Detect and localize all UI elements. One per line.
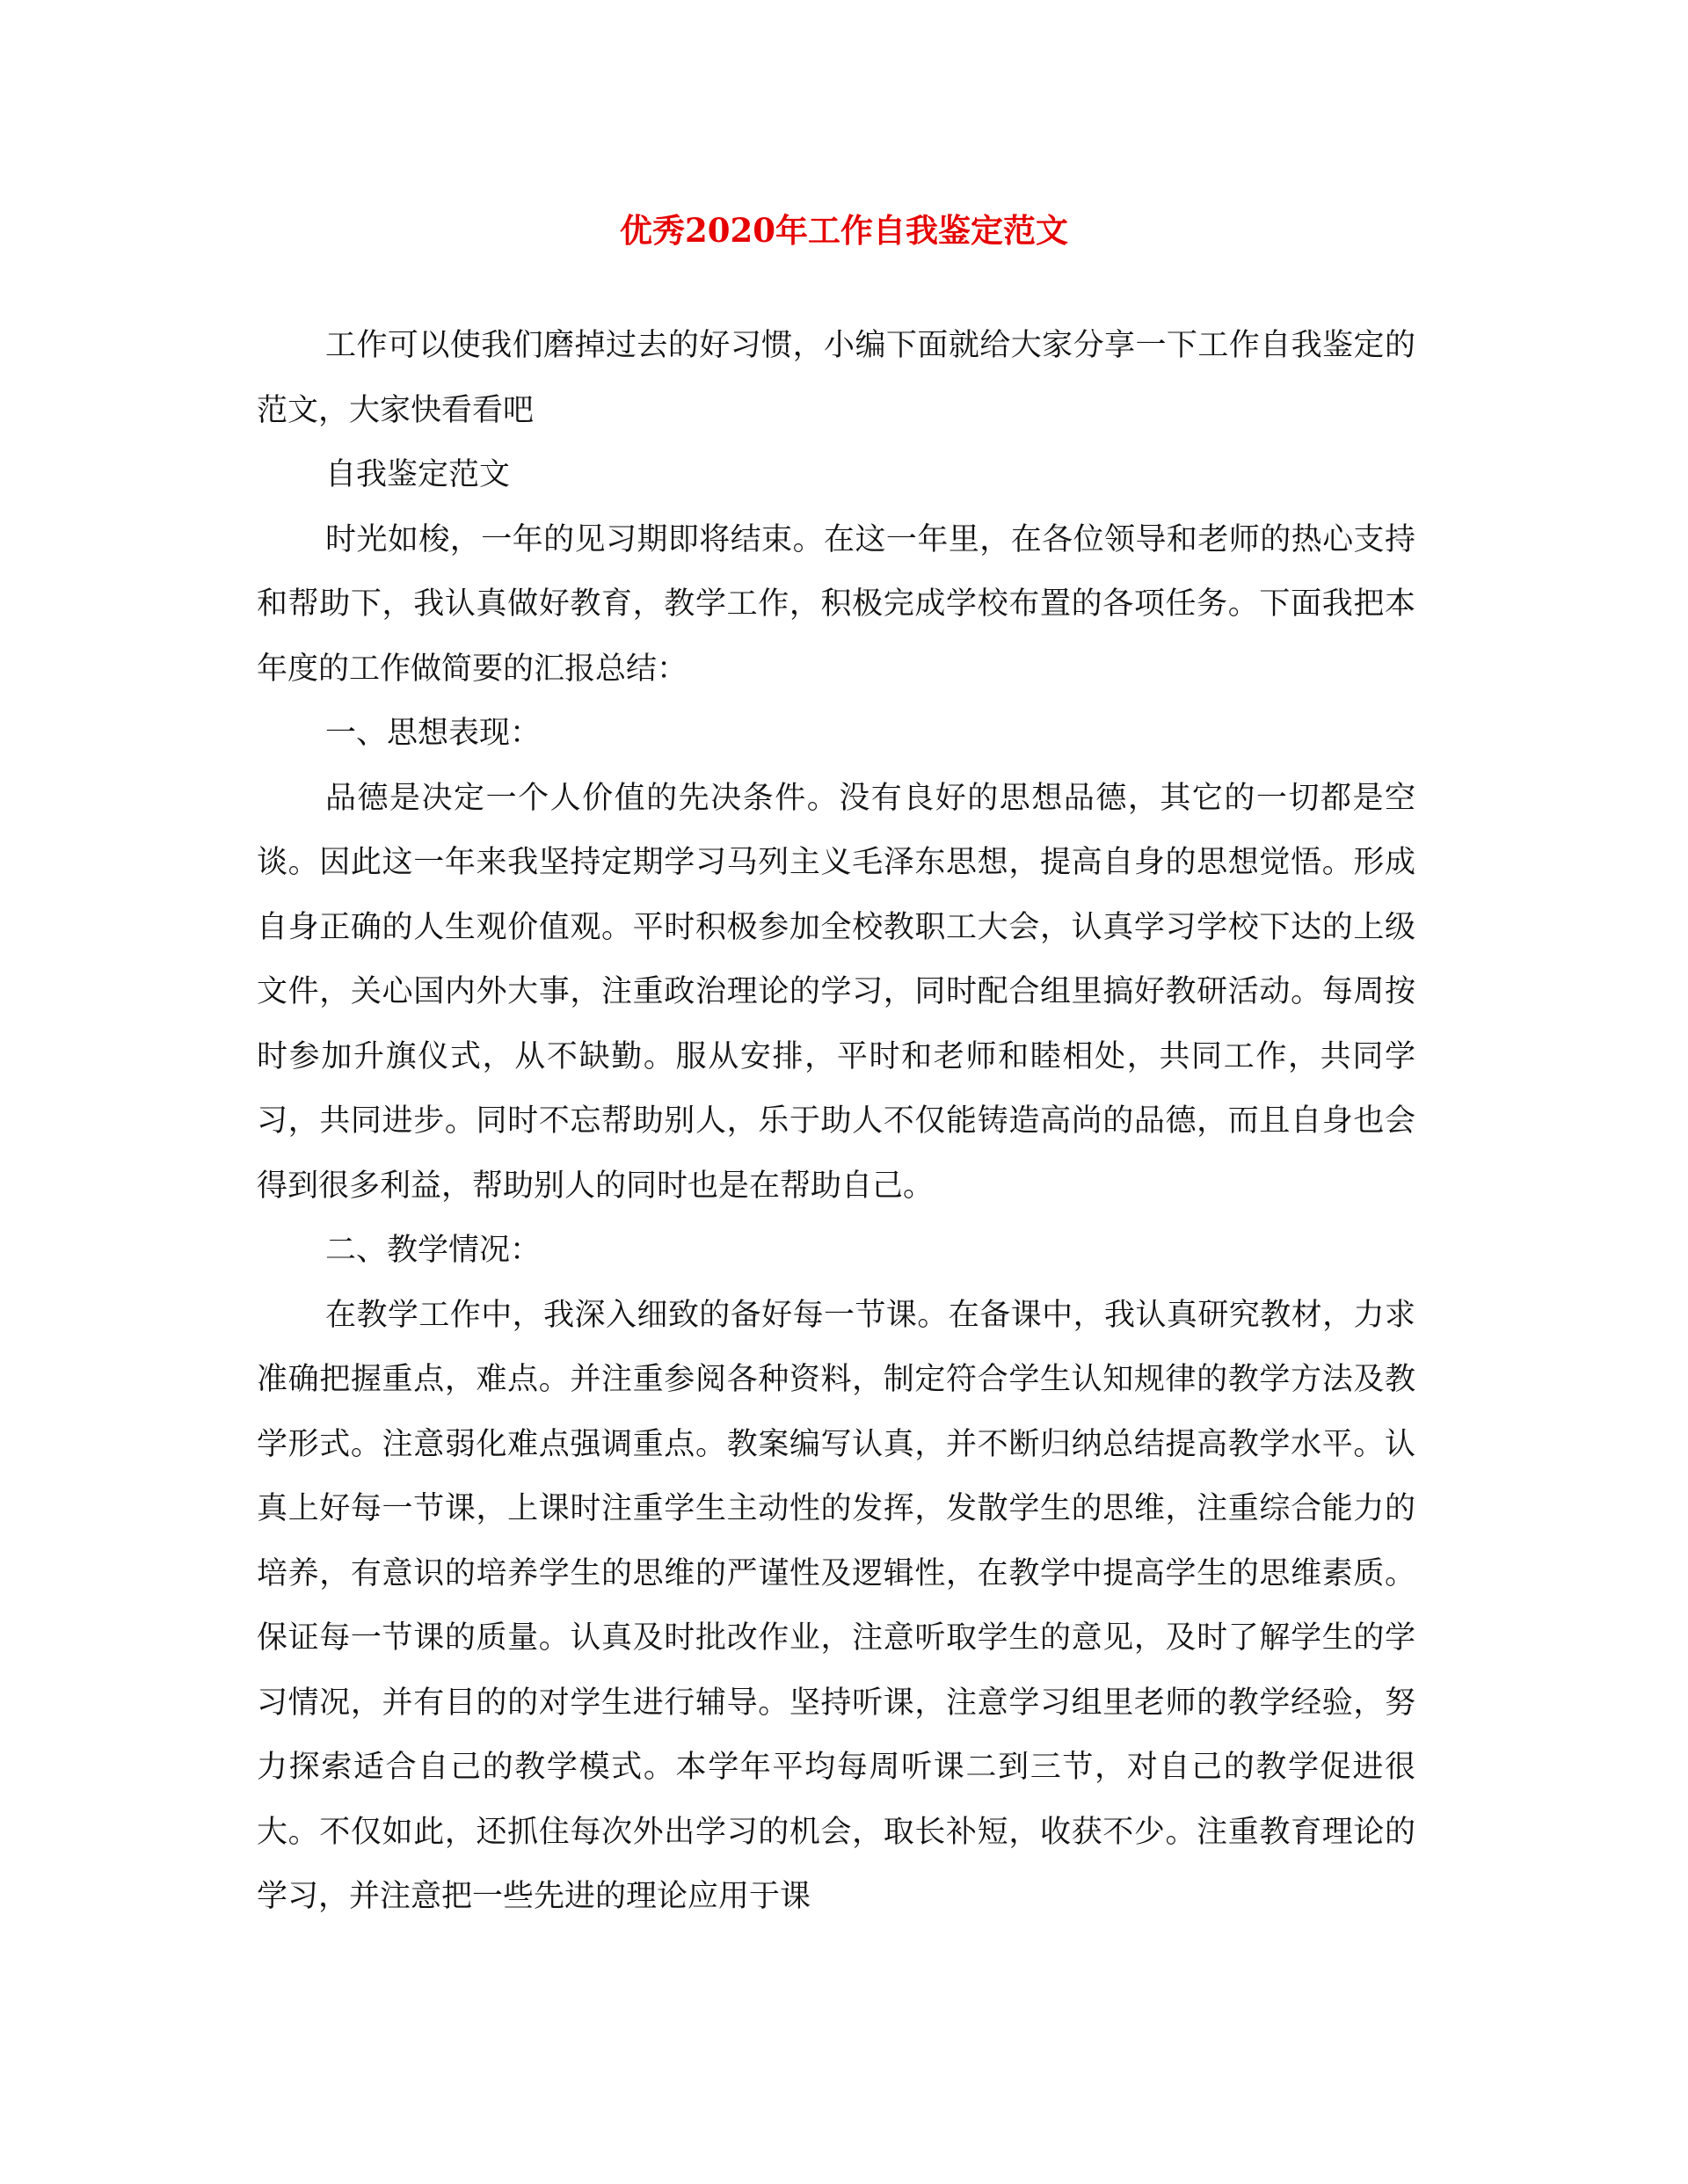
document-body <box>257 314 1415 1930</box>
section-heading-teaching: 二、教学情况： <box>325 1233 542 1268</box>
paragraph-subheading: 自我鉴定范文 <box>325 457 511 492</box>
paragraph-thought: 品德是决定一个人价值的先决条件。没有良好的思想品德，其它的一切都是空谈。因此这一年来我坚持定期学习马列主义毛泽东思想，提高自身的思想觉悟。形成自身正确的人生观价值观。平时积极参加全校教职工大会，认真学习学校下达的上级文件，关心国内外大事，注重政治理论的学习，同时配合组里搞好教研活动。每周按时参加升旗仪式，从不缺勤。服从安排，平时和老师和睦相处，共同工作，共同学习，共同进步。同时不忘帮助别人，乐于助人不仅能铸造高尚的品德，而且自身也会得到很多利益，帮助别人的同时也是在帮助自己。 <box>257 780 1415 1204</box>
section-heading-thought: 一、思想表现： <box>325 716 542 751</box>
paragraph-teaching: 在教学工作中，我深入细致的备好每一节课。在备课中，我认真研究教材，力求准确把握重点，难点。并注重参阅各种资料，制定符合学生认知规律的教学方法及教学形式。注意弱化难点强调重点。教案编写认真，并不断归纳总结提高教学水平。认真上好每一节课，上课时注重学生主动性的发挥，发散学生的思维，注重综合能力的培养，有意识的培养学生的思维的严谨性及逻辑性，在教学中提高学生的思维素质。保证每一节课的质量。认真及时批改作业，注意听取学生的意见，及时了解学生的学习情况，并有目的的对学生进行辅导。坚持听课，注意学习组里老师的教学经验，努力探索适合自己的教学模式。本学年平均每周听课二到三节，对自己的教学促进很大。不仅如此，还抓住每次外出学习的机会，取长补短，收获不少。注重教育理论的学习，并注意把一些先进的理论应用于课 <box>257 1297 1415 1914</box>
paragraph-intro: 工作可以使我们磨掉过去的好习惯，小编下面就给大家分享一下工作自我鉴定的范文，大家快看看吧 <box>257 328 1415 428</box>
paragraph-opening: 时光如梭，一年的见习期即将结束。在这一年里，在各位领导和老师的热心支持和帮助下，我认真做好教育，教学工作，积极完成学校布置的各项任务。下面我把本年度的工作做简要的汇报总结： <box>257 521 1415 687</box>
document-title: 优秀2020年工作自我鉴定范文 <box>620 211 1068 250</box>
